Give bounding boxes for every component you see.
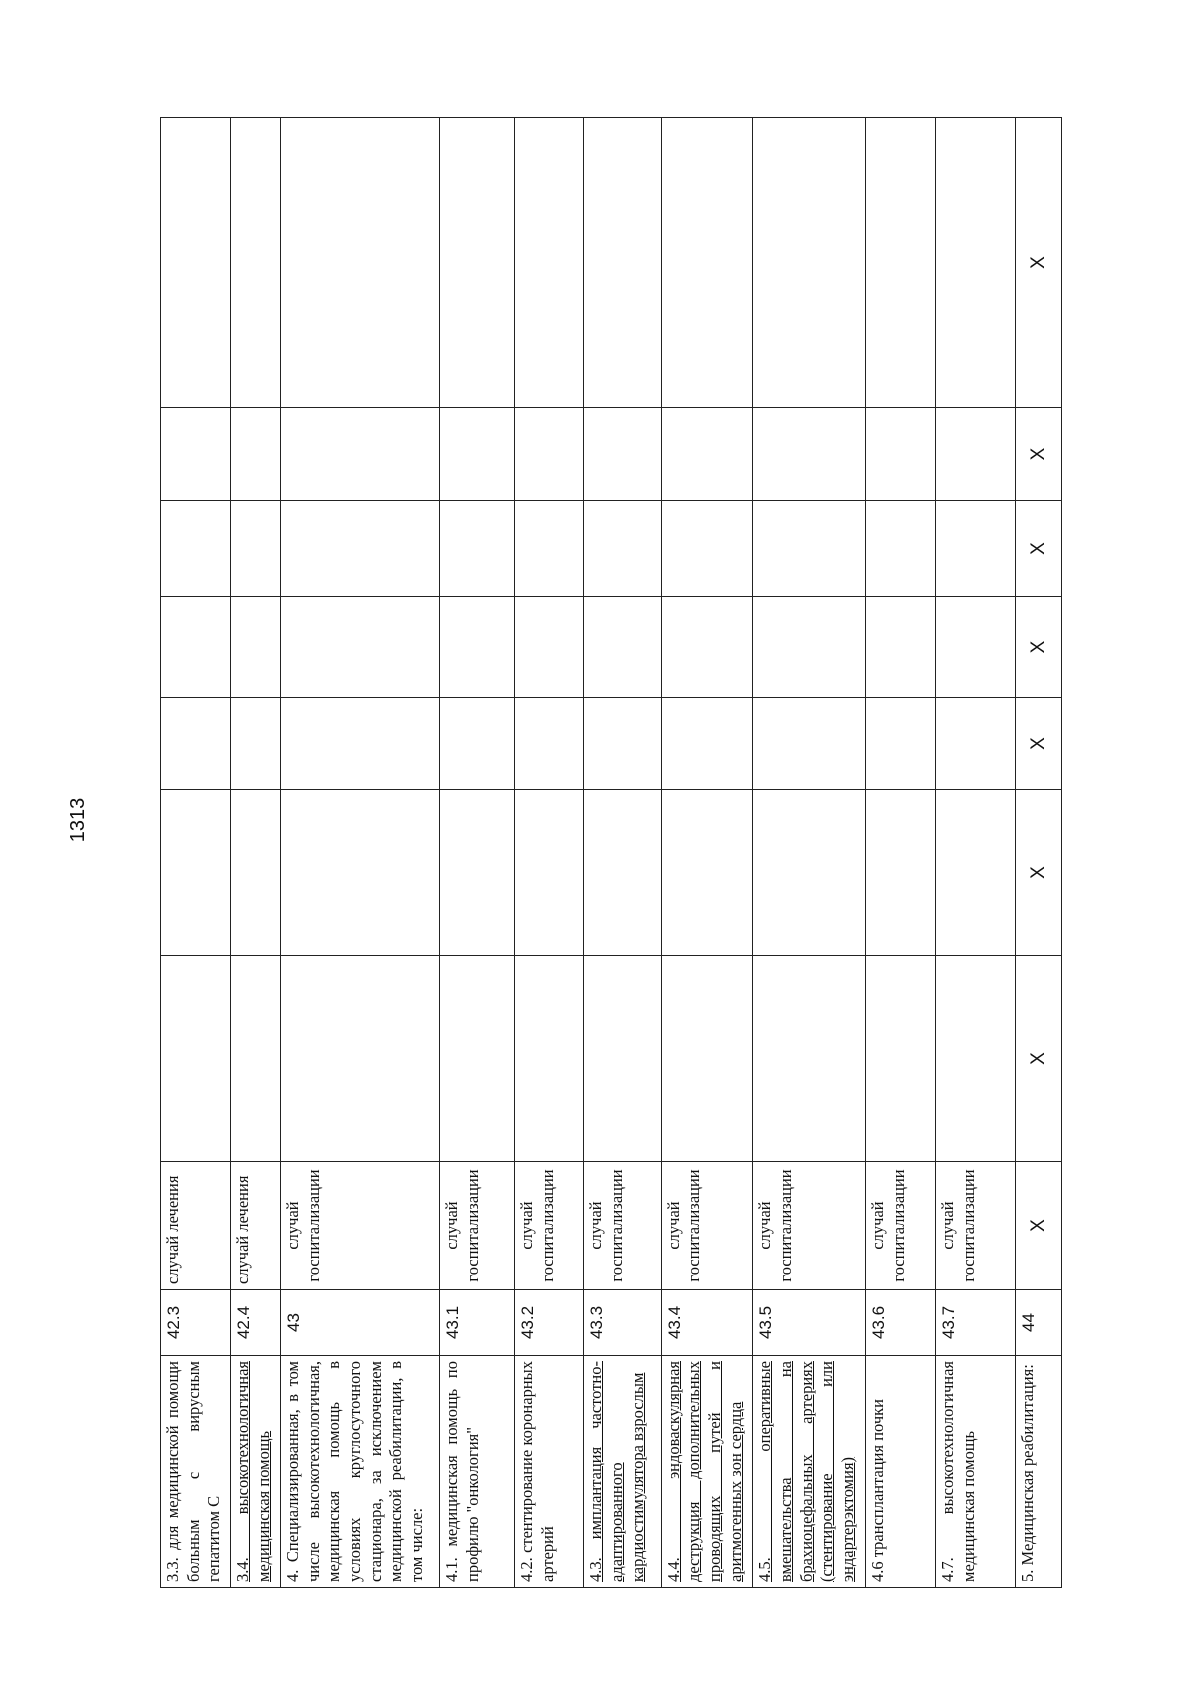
value-cell (230, 597, 280, 698)
value-cell: Х (1015, 118, 1061, 408)
value-cell (866, 956, 936, 1162)
value-cell: Х (1015, 501, 1061, 597)
value-cell (440, 118, 515, 408)
value-cell (584, 501, 661, 597)
row-unit: случай лечения (161, 1162, 231, 1290)
value-cell (161, 597, 231, 698)
table-row (440, 118, 515, 1588)
row-name: 4. Специализированная, в том числе высокотехнологичная, медицинская помощь в условиях круглосуточного стационара, за исключением медицинской реабилитации, в том числе: (281, 1356, 440, 1588)
page-number: 1313 (67, 797, 89, 843)
value-cell (440, 408, 515, 501)
row-unit: случай госпитализации (866, 1162, 936, 1290)
value-cell (866, 408, 936, 501)
row-code: 43.7 (936, 1290, 1015, 1356)
row-name: 5. Медицинская реабилитация: (1015, 1356, 1061, 1588)
value-cell (440, 790, 515, 956)
value-cell (753, 790, 866, 956)
value-cell (936, 118, 1015, 408)
value-cell (440, 501, 515, 597)
value-cell: Х (1015, 956, 1061, 1162)
value-cell: Х (1015, 597, 1061, 698)
value-cell (584, 118, 661, 408)
row-code: 44 (1015, 1290, 1061, 1356)
value-cell (161, 956, 231, 1162)
value-cell (515, 118, 584, 408)
row-unit: случай госпитализации (936, 1162, 1015, 1290)
value-cell (440, 956, 515, 1162)
value-cell (584, 956, 661, 1162)
value-cell (281, 597, 440, 698)
value-cell (584, 790, 661, 956)
value-cell: Х (1015, 698, 1061, 790)
value-cell (281, 956, 440, 1162)
row-name: 4.1. медицинская помощь по профилю "онкология" (440, 1356, 515, 1588)
value-cell (661, 790, 753, 956)
value-cell (230, 790, 280, 956)
table-row (230, 118, 280, 1588)
data-table (160, 117, 1062, 1588)
row-code: 43 (281, 1290, 440, 1356)
value-cell (936, 956, 1015, 1162)
value-cell (440, 698, 515, 790)
value-cell (936, 501, 1015, 597)
value-cell (230, 698, 280, 790)
value-cell (161, 698, 231, 790)
row-unit: случай госпитализации (753, 1162, 866, 1290)
row-name: 4.3. имплантация частотно-адаптированного кардиостимулятора взрослым (584, 1356, 661, 1588)
value-cell (661, 956, 753, 1162)
value-cell (661, 408, 753, 501)
value-cell (230, 956, 280, 1162)
table-row (661, 118, 753, 1588)
row-unit: случай лечения (230, 1162, 280, 1290)
value-cell (515, 698, 584, 790)
value-cell (661, 698, 753, 790)
value-cell (866, 501, 936, 597)
row-unit: случай госпитализации (281, 1162, 440, 1290)
row-name: 4.7. высокотехнологичная медицинская помощь (936, 1356, 1015, 1588)
table-row (515, 118, 584, 1588)
value-cell (161, 408, 231, 501)
value-cell (753, 956, 866, 1162)
table-row (866, 118, 936, 1588)
row-name: 3.3. для медицинской помощи больным с вирусным гепатитом С (161, 1356, 231, 1588)
table-row (161, 118, 231, 1588)
table-rotated-container (160, 118, 1062, 1588)
value-cell (753, 501, 866, 597)
value-cell (515, 956, 584, 1162)
value-cell (161, 790, 231, 956)
table-row (584, 118, 661, 1588)
value-cell (661, 118, 753, 408)
value-cell (866, 118, 936, 408)
table-row (753, 118, 866, 1588)
value-cell (440, 597, 515, 698)
table-row (1015, 118, 1061, 1588)
row-code: 43.1 (440, 1290, 515, 1356)
value-cell (661, 597, 753, 698)
row-name: 4.6 трансплантация почки (866, 1356, 936, 1588)
value-cell (866, 698, 936, 790)
value-cell (515, 501, 584, 597)
row-unit: случай госпитализации (515, 1162, 584, 1290)
value-cell: Х (1015, 408, 1061, 501)
row-unit: Х (1015, 1162, 1061, 1290)
row-unit: случай госпитализации (661, 1162, 753, 1290)
value-cell (584, 408, 661, 501)
value-cell (230, 408, 280, 501)
value-cell (753, 408, 866, 501)
value-cell (161, 118, 231, 408)
value-cell (753, 597, 866, 698)
table-row (281, 118, 440, 1588)
row-code: 43.2 (515, 1290, 584, 1356)
value-cell (515, 597, 584, 698)
row-name: 4.4. эндоваскулярная деструкция дополнительных проводящих путей и аритмогенных зон сердца (661, 1356, 753, 1588)
value-cell (515, 408, 584, 501)
value-cell (866, 790, 936, 956)
value-cell (936, 408, 1015, 501)
value-cell (661, 501, 753, 597)
value-cell (281, 501, 440, 597)
row-code: 43.4 (661, 1290, 753, 1356)
value-cell (936, 597, 1015, 698)
value-cell (936, 698, 1015, 790)
value-cell (230, 118, 280, 408)
value-cell: Х (1015, 790, 1061, 956)
row-code: 43.6 (866, 1290, 936, 1356)
value-cell (515, 790, 584, 956)
value-cell (281, 790, 440, 956)
value-cell (281, 118, 440, 408)
row-code: 43.5 (753, 1290, 866, 1356)
value-cell (161, 501, 231, 597)
row-unit: случай госпитализации (584, 1162, 661, 1290)
value-cell (230, 501, 280, 597)
value-cell (866, 597, 936, 698)
table-body (161, 118, 1062, 1588)
value-cell (753, 698, 866, 790)
table-row (936, 118, 1015, 1588)
value-cell (584, 597, 661, 698)
row-code: 42.4 (230, 1290, 280, 1356)
value-cell (753, 118, 866, 408)
value-cell (584, 698, 661, 790)
row-name: 3.4. высокотехнологичная медицинская помощь (230, 1356, 280, 1588)
row-code: 43.3 (584, 1290, 661, 1356)
row-code: 42.3 (161, 1290, 231, 1356)
row-name: 4.5. оперативные вмешательства на брахиоцефальных артериях (стентирование или эндартерэктомия) (753, 1356, 866, 1588)
value-cell (936, 790, 1015, 956)
value-cell (281, 408, 440, 501)
row-unit: случай госпитализации (440, 1162, 515, 1290)
value-cell (281, 698, 440, 790)
row-name: 4.2. стентирование коронарных артерий (515, 1356, 584, 1588)
